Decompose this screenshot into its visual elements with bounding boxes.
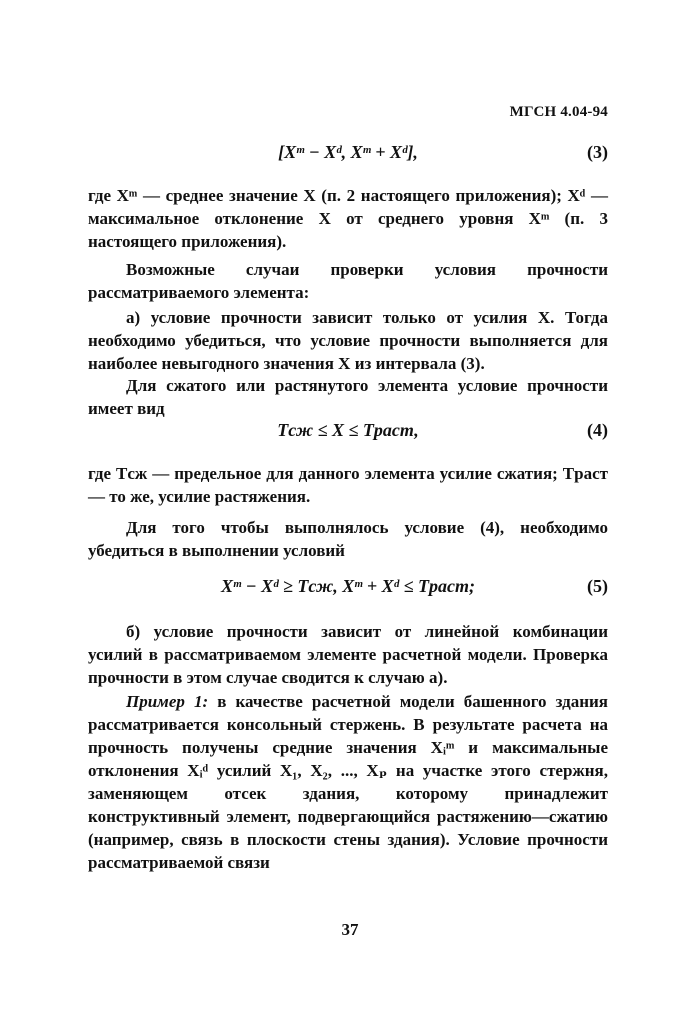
paragraph-case-b: б) условие прочности зависит от линейной комбинации усилий в рассматриваемом элементе расчетной модели. Проверка прочности в этом случае сводится к случаю а). — [88, 622, 608, 687]
paragraph-condition-4: Для того чтобы выполнялось условие (4), необходимо убедиться в выполнении условий — [88, 518, 608, 560]
example-text: в качестве расчетной модели башенного здания рассматривается консольный стержень. В результате расчета на прочность получены средние значения Xᵢᵐ и максимальные отклонения Xᵢᵈ усилий X₁, X₂, ..., Xₚ на участке этого стержня, заменяющем отсек здания, которому принадлежит конструктивный элемент, подвергающийся растяжению—сжатию (например, связь в плоскости стены здания). Условие прочности рассматриваемой связи — [88, 692, 609, 872]
formula-5-expression: Xᵐ − Xᵈ ≥ Tсж, Xᵐ + Xᵈ ≤ Tраст; — [221, 576, 475, 596]
paragraph-example-1 — [88, 690, 608, 874]
document-code: МГСН 4.04-94 — [509, 104, 608, 120]
paragraph-case-a: а) условие прочности зависит только от усилия X. Тогда необходимо убедиться, что условие прочности выполняется для наиболее невыгодного значения X из интервала (3). — [88, 308, 608, 373]
page-number: 37 — [341, 920, 359, 939]
example-label: Пример 1: — [126, 692, 209, 711]
formula-5 — [88, 576, 608, 606]
paragraph-element-condition: Для сжатого или растянутого элемента условие прочности имеет вид — [88, 376, 608, 418]
paragraph-definitions: где Xᵐ — среднее значение X (п. 2 настоящего приложения); Xᵈ — максимальное отклонение X от среднего уровня Xᵐ (п. 3 настоящего приложения). — [88, 186, 608, 251]
paragraph-cases-intro: Возможные случаи проверки условия прочности рассматриваемого элемента: — [88, 260, 608, 302]
paragraph-compression-limit: где Tсж — предельное для данного элемента усилие сжатия; Tраст — то же, усилие растяжения. — [88, 464, 608, 506]
formula-3 — [88, 142, 608, 172]
formula-5-number: (5) — [587, 576, 608, 596]
formula-3-expression: [Xᵐ − Xᵈ, Xᵐ + Xᵈ], — [278, 142, 418, 162]
formula-4-number: (4) — [587, 420, 608, 440]
formula-3-number: (3) — [587, 142, 608, 162]
formula-4 — [88, 420, 608, 450]
formula-4-expression: Tсж ≤ X ≤ Tраст, — [277, 420, 419, 440]
